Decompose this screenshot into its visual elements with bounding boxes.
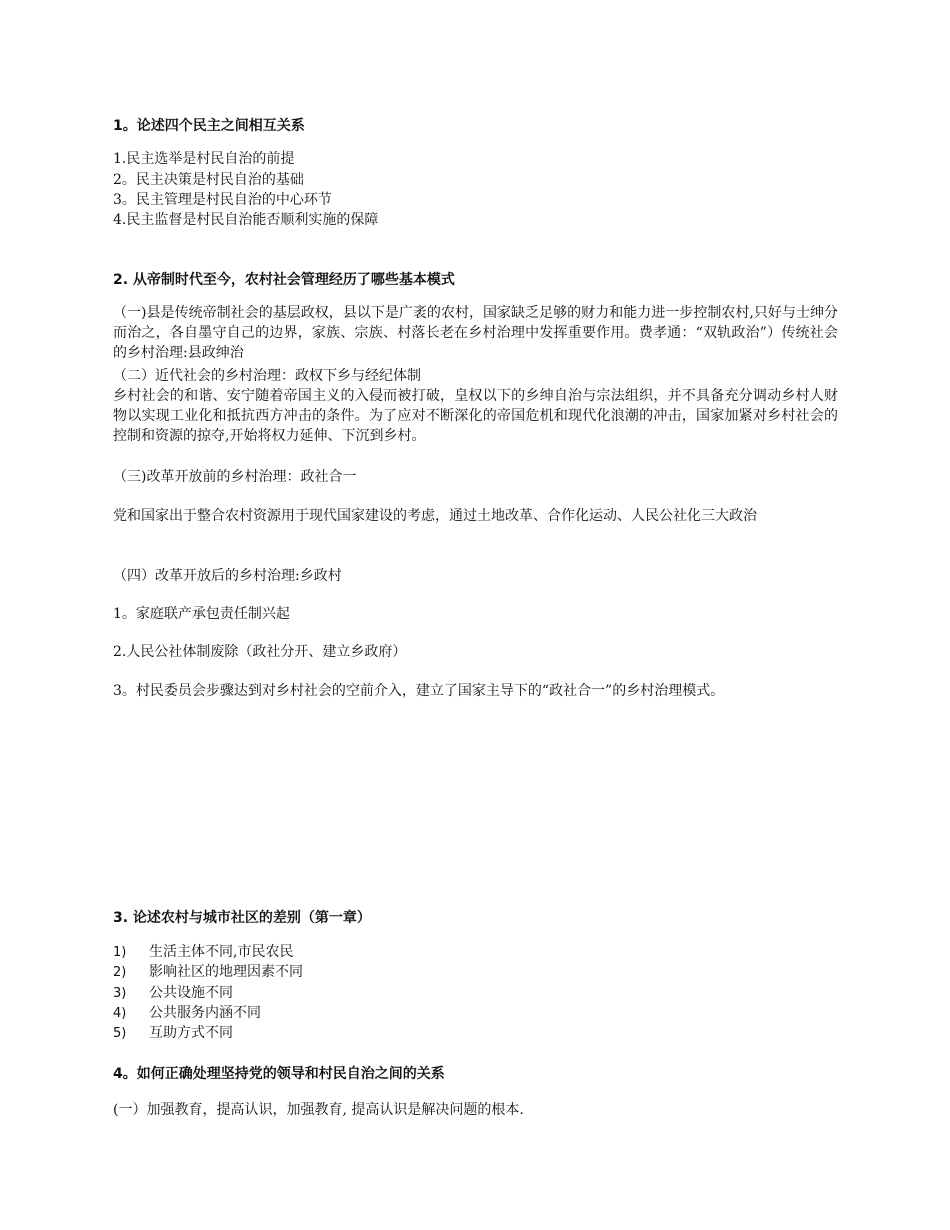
section-2-subheading: （三)改革开放前的乡村治理：政社合一 — [113, 469, 357, 485]
section-4-paragraph: (一）加强教育，提高认识，加强教育, 提高认识是解决问题的根本. — [113, 1102, 524, 1118]
list-text: 公共服务内涵不同 — [149, 1005, 261, 1021]
section-1-item: 1.民主选举是村民自治的前提 — [113, 151, 295, 167]
section-4-title: 4。如何正确处理坚持党的领导和村民自治之间的关系 — [113, 1066, 445, 1082]
section-2-subheading: （四）改革开放后的乡村治理:乡政村 — [113, 568, 342, 584]
section-2-paragraph: （一)县是传统帝制社会的基层政权，县以下是广袤的农村，国家缺乏足够的财力和能力进一步控制农村,只好与士绅分而治之，各自墨守自己的边界，家族、宗族、村落长老在乡村治理中发挥重要作用。费孝通：“双轨政治”）传统社会的乡村治理:县政绅治 — [113, 305, 838, 361]
list-text: 生活主体不同,市民农民 — [149, 944, 294, 960]
section-1-title: 1。论述四个民主之间相互关系 — [113, 118, 305, 134]
list-text: 互助方式不同 — [149, 1025, 233, 1041]
section-1-item: 2。民主决策是村民自治的基础 — [113, 172, 304, 188]
section-2-paragraph: 党和国家出于整合农村资源用于现代国家建设的考虑，通过土地改革、合作化运动、人民公社化三大政治 — [113, 508, 757, 524]
section-2-title: 2. 从帝制时代至今，农村社会管理经历了哪些基本模式 — [113, 272, 455, 288]
list-item — [113, 962, 303, 983]
section-2-paragraph: 1。家庭联产承包责任制兴起 — [113, 606, 290, 622]
section-1-item: 4.民主监督是村民自治能否顺利实施的保障 — [113, 212, 379, 228]
list-number: 2) — [113, 965, 127, 980]
list-number: 3) — [113, 986, 127, 1001]
section-2-subheading: （二）近代社会的乡村治理：政权下乡与经纪体制 — [113, 368, 421, 384]
list-item — [113, 1023, 233, 1044]
section-2-paragraph: 2.人民公社体制废除（政社分开、建立乡政府） — [113, 644, 407, 660]
section-2-paragraph: 乡村社会的和谐、安宁随着帝国主义的入侵而被打破，皇权以下的乡绅自治与宗法组织，并不具备充分调动乡村人财物以实现工业化和抵抗西方冲击的条件。为了应对不断深化的帝国危机和现代化浪潮的冲击，国家加紧对乡村社会的控制和资源的掠夺,开始将权力延伸、下沉到乡村。 — [113, 388, 838, 444]
list-number: 5) — [113, 1026, 127, 1041]
list-number: 1) — [113, 945, 127, 960]
list-item — [113, 983, 233, 1004]
list-text: 公共设施不同 — [149, 985, 233, 1001]
list-text: 影响社区的地理因素不同 — [149, 964, 303, 980]
section-3-title: 3. 论述农村与城市社区的差别（第一章） — [113, 910, 371, 926]
list-number: 4) — [113, 1006, 127, 1021]
section-1-item: 3。民主管理是村民自治的中心环节 — [113, 192, 332, 208]
section-2-paragraph: 3。村民委员会步骤达到对乡村社会的空前介入，建立了国家主导下的“政社合一”的乡村治理模式。 — [113, 683, 725, 699]
list-item — [113, 1003, 261, 1024]
list-item — [113, 942, 293, 963]
